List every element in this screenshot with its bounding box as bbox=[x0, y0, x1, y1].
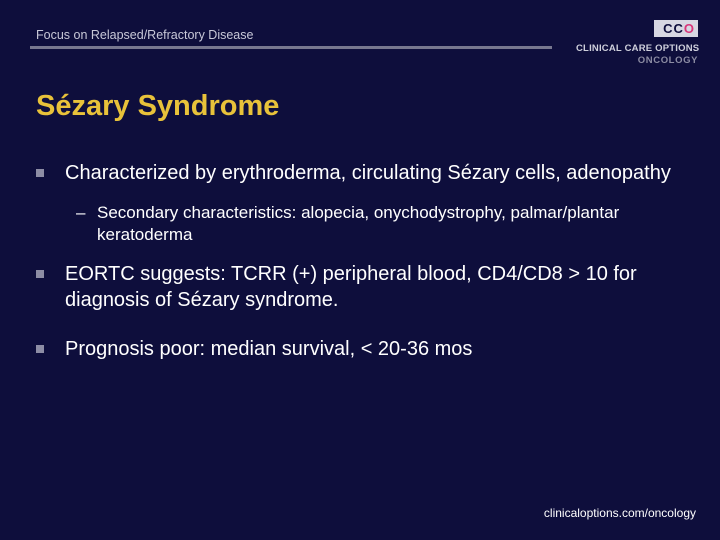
bullet-list bbox=[36, 160, 686, 362]
square-bullet-icon bbox=[36, 169, 44, 177]
header-divider bbox=[30, 46, 552, 49]
cco-badge bbox=[654, 20, 698, 37]
sub-bullet-text: Secondary characteristics: alopecia, onychodystrophy, palmar/plantar keratoderma bbox=[97, 203, 620, 244]
clinical-care-options-logo bbox=[574, 20, 700, 68]
logo-letter-o: O bbox=[683, 21, 695, 36]
footer-url: clinicaloptions.com/oncology bbox=[543, 506, 696, 520]
section-label: Focus on Relapsed/Refractory Disease bbox=[36, 28, 254, 42]
logo-text-clinical-care-options: CLINICAL CARE OPTIONS bbox=[576, 43, 700, 54]
logo-letter-c1: C bbox=[663, 21, 674, 36]
slide-title: Sézary Syndrome bbox=[36, 90, 280, 122]
dash-bullet-icon: – bbox=[76, 203, 86, 222]
sub-bullet-item bbox=[36, 202, 686, 246]
bullet-item bbox=[36, 261, 686, 313]
bullet-item bbox=[36, 160, 686, 186]
square-bullet-icon bbox=[36, 345, 44, 353]
bullet-text: EORTC suggests: TCRR (+) peripheral blood, CD4/CD8 > 10 for diagnosis of Sézary syndrome. bbox=[65, 263, 637, 311]
bullet-item bbox=[36, 336, 686, 362]
bullet-text: Prognosis poor: median survival, < 20-36 mos bbox=[65, 338, 473, 360]
bullet-text: Characterized by erythroderma, circulating Sézary cells, adenopathy bbox=[65, 162, 671, 184]
logo-letter-c2: C bbox=[673, 21, 684, 36]
square-bullet-icon bbox=[36, 270, 44, 278]
logo-text-oncology: ONCOLOGY bbox=[637, 55, 698, 66]
